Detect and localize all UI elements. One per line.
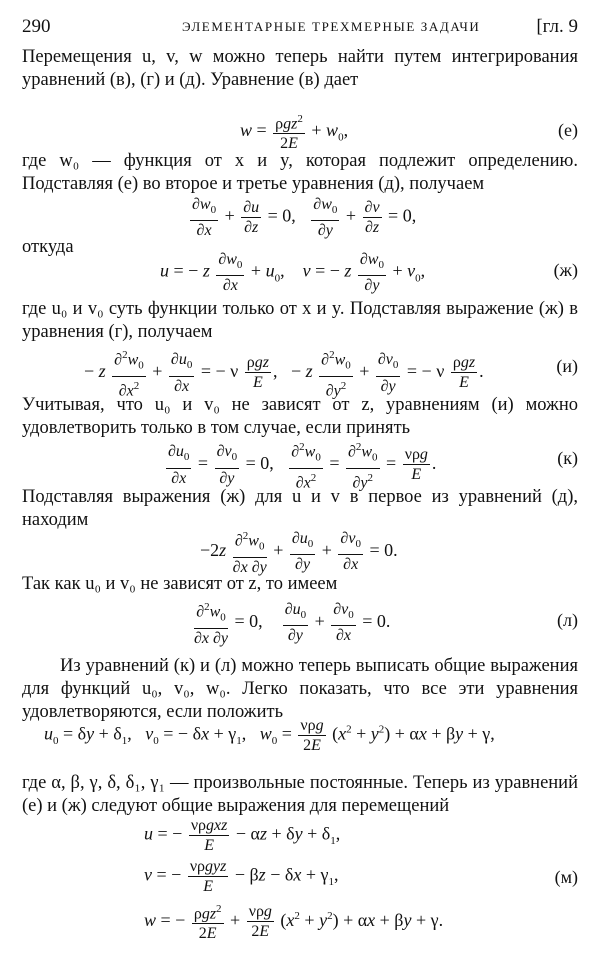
equation-number-l: (л) bbox=[557, 610, 578, 630]
equation-i: − z $\frac{\partial^2w_0}{\partial x^2}$ + $\frac{\partial u_0}{\partial x}$ = − ν ρgz E , − z $\frac{\partial^2w_0}{\partial y^2}$ + $\frac{\partial v_0}{\partial y}$ = − ν ρgz E . (и) bbox=[22, 346, 578, 396]
paragraph-3: откуда bbox=[22, 237, 74, 257]
equation-d2: −2z $\frac{\partial^2w_0}{\partial x \partial y}$ + $\frac{\partial u_0}{\partial y}$ + $\frac{\partial v_0}{\partial x}$ = 0. bbox=[22, 527, 578, 577]
paragraph-9: где α, β, γ, δ, δ₁, γ₁ — произвольные постоянные. Теперь из уравнений (е) и (ж) следуют общие выражения для перемещений bbox=[22, 773, 578, 816]
equation-m3: w = − ρgz$^2$ 2E + νρg 2E $(x^2 + y^2) + \alpha x + \beta y + \gamma$. bbox=[22, 900, 578, 950]
equation-k: $\frac{\partial u_0}{\partial x}$ = $\frac{\partial v_0}{\partial y}$ = 0, $\frac{\partial^2w_0}{\partial x^2}$ = $\frac{\partial^2w_0}{\partial y^2}$ = νρg E . (к) bbox=[22, 438, 578, 488]
paragraph-6: Подставляя выражения (ж) для u и v в первое из уравнений (д), находим bbox=[22, 487, 578, 530]
page-header bbox=[22, 16, 578, 40]
equation-number-e: (е) bbox=[558, 120, 578, 140]
equation-number-m: (м) bbox=[554, 867, 578, 887]
chapter-label: [гл. 9 bbox=[536, 16, 578, 37]
equation-zh: u = − z $\frac{\partial w_0}{\partial x}$ + $u_0$, v = − z $\frac{\partial w_0}{\partial y}$ + $v_0$, (ж) bbox=[160, 251, 578, 295]
running-title: ЭЛЕМЕНТАРНЫЕ ТРЕХМЕРНЫЕ ЗАДАЧИ bbox=[182, 19, 481, 34]
equation-number-zh: (ж) bbox=[553, 260, 578, 280]
paragraph-5: Учитывая, что u₀ и v₀ не зависят от z, уравнениям (и) можно удовлетворить только в том случае, если принять bbox=[22, 395, 578, 438]
equation-general: $u_0 = \delta y + \delta_1$, $v_0$ = − $\delta x + \gamma_1$, $w_0$ = νρg 2E $(x^2 + y^2) + \alpha x + \beta y + \gamma$, bbox=[44, 717, 495, 754]
equation-m1: u = − νρgxz E − $\alpha z + \delta y + \delta_1$, bbox=[144, 817, 341, 854]
equation-e: w = ρgz$^2$ 2E + $w_0$, (е) bbox=[22, 108, 578, 158]
paragraph-4: где u₀ и v₀ суть функции только от x и y. Подставляя выражение (ж) в уравнения (г), получаем bbox=[22, 299, 578, 342]
paragraph-1: Перемещения u, v, w можно теперь найти путем интегрирования уравнений (в), (г) и (д). Уравнение (в) дает bbox=[22, 47, 578, 90]
equation-m2: v = − νρgyz E − $\beta z - \delta x + \gamma_1$, (м) bbox=[144, 858, 578, 895]
equation-number-k: (к) bbox=[557, 448, 578, 468]
equation-d1: $\frac{\partial w_0}{\partial x}$ + $\frac{\partial u}{\partial z}$ = 0, $\frac{\partial w_0}{\partial y}$ + $\frac{\partial v}{\partial z}$ = 0, bbox=[192, 196, 417, 240]
page-number: 290 bbox=[22, 16, 51, 37]
paragraph-8: Из уравнений (к) и (л) можно теперь выписать общие выражения для функций u₀, v₀, w₀. Легко показать, что все эти уравнения удовлетворяются, если положить bbox=[22, 656, 578, 722]
paragraph-2: где w₀ — функция от x и y, которая подлежит определению. Подставляя (е) во второе и третье уравнения (д), получаем bbox=[22, 151, 578, 194]
equation-l: $\frac{\partial^2w_0}{\partial x \partial y}$ = 0, $\frac{\partial u_0}{\partial y}$ + $\frac{\partial v_0}{\partial x}$ = 0. (л) bbox=[22, 598, 578, 648]
equation-number-i: (и) bbox=[556, 356, 578, 376]
paragraph-7: Так как u₀ и v₀ не зависят от z, то имеем bbox=[22, 574, 338, 594]
